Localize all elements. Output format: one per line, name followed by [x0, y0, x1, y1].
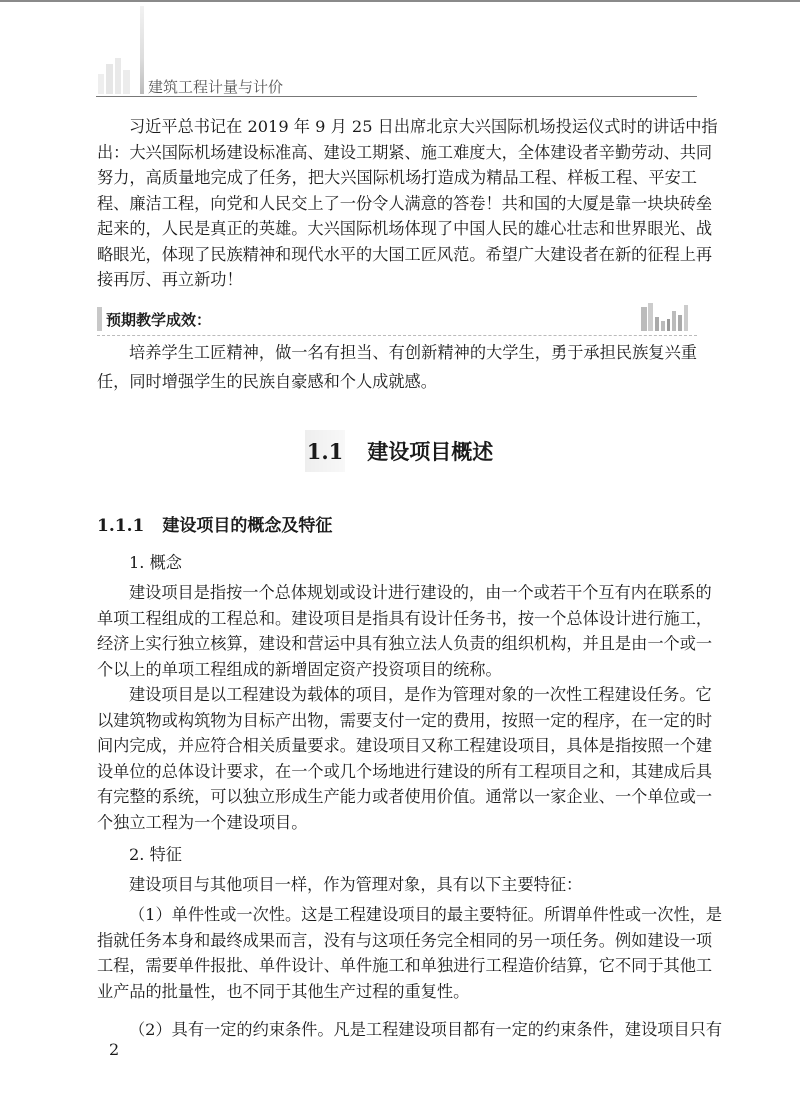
header-accent-bar — [140, 6, 144, 94]
outcome-box-title: 预期教学成效： — [106, 311, 212, 329]
section-heading — [0, 436, 800, 466]
feature-1-paragraph — [97, 902, 723, 1004]
text-line: 经济上实行独立核算，建设和营运中具有独立法人负责的组织机构，并且是由一个或一 — [97, 634, 713, 653]
concept-paragraph-2 — [97, 682, 713, 835]
text-line: 设单位的总体设计要求，在一个或几个场地进行建设的所有工程项目之和，其建成后具 — [97, 761, 713, 781]
feature-2-paragraph — [97, 1017, 723, 1043]
outcome-paragraph — [97, 340, 697, 394]
page-number: 2 — [109, 1040, 120, 1059]
text-line: 个独立工程为一个建设项目。 — [97, 812, 308, 832]
subsection-heading — [97, 511, 332, 536]
text-line: 建设项目与其他项目一样，作为管理对象，具有以下主要特征： — [129, 875, 583, 894]
outcome-box — [97, 303, 697, 336]
feature-heading — [97, 842, 697, 868]
text-line: 习近平总书记在 2019 年 9 月 25 日出席北京大兴国际机场投运仪式时的讲话中指 — [129, 117, 718, 136]
concept-heading — [97, 550, 697, 576]
text-line: 努力，高质量地完成了任务，把大兴国际机场打造成为精品工程、样板工程、平安工 — [97, 168, 697, 187]
subsection-number: 1.1.1 — [97, 516, 145, 536]
text-line: 建设项目是指按一个总体规划或设计进行建设的，由一个或若干个互有内在联系的 — [129, 583, 712, 602]
text-line: （2）具有一定的约束条件。凡是工程建设项目都有一定的约束条件，建设项目只有 — [129, 1020, 723, 1039]
header-rule — [96, 96, 697, 97]
text-line: 工程，需要单件报批、单件设计、单件施工和单独进行工程造价结算，它不同于其他工 — [97, 956, 713, 975]
section-number: 1.1 — [306, 439, 344, 464]
subsection-title: 建设项目的概念及特征 — [162, 516, 333, 536]
building-skyline-icon — [639, 303, 689, 331]
text-line: 单项工程组成的工程总和。建设项目是指具有设计任务书，按一个总体设计进行施工， — [97, 608, 713, 628]
text-line: 建设项目是以工程建设为载体的项目，是作为管理对象的一次性工程建设任务。它 — [129, 685, 712, 704]
text-line: 培养学生工匠精神，做一名有担当、有创新精神的大学生，勇于承担民族复兴重 — [129, 343, 697, 362]
top-border — [0, 0, 800, 2]
box-accent-bar — [97, 307, 102, 331]
text-line: 间内完成，并应符合相关质量要求。建设项目又称工程建设项目，具体是指按照一个建 — [97, 736, 713, 755]
intro-paragraph — [97, 114, 718, 293]
text-line: 接再厉、再立新功！ — [97, 270, 243, 289]
building-decoration-icon — [96, 58, 134, 94]
text-line: 以建筑物或构筑物为目标产出物，需要支付一定的费用，按照一定的程序，在一定的时 — [97, 710, 713, 730]
text-line: 程、廉洁工程，向党和人民交上了一份令人满意的答卷！共和国的大厦是靠一块块砖垒 — [97, 193, 713, 213]
item-heading: 1. 概念 — [129, 553, 182, 572]
concept-paragraph-1 — [97, 580, 713, 682]
text-line: 略眼光，体现了民族精神和现代水平的大国工匠风范。希望广大建设者在新的征程上再 — [97, 244, 713, 264]
feature-intro — [97, 872, 697, 898]
text-line: 有完整的系统，可以独立形成生产能力或者使用价值。通常以一家企业、一个单位或一 — [97, 787, 713, 806]
text-line: 个以上的单项工程组成的新增固定资产投资项目的统称。 — [97, 659, 502, 679]
running-header-title: 建筑工程计量与计价 — [148, 78, 284, 96]
item-heading: 2. 特征 — [129, 845, 182, 864]
text-line: （1）单件性或一次性。这是工程建设项目的最主要特征。所谓单件性或一次性，是 — [129, 905, 723, 924]
text-line: 业产品的批量性，也不同于其他生产过程的重复性。 — [97, 981, 470, 1001]
section-title: 建设项目概述 — [367, 440, 494, 464]
text-line: 指就任务本身和最终成果而言，没有与这项任务完全相同的另一项任务。例如建设一项 — [97, 930, 713, 950]
text-line: 任，同时增强学生的民族自豪感和个人成就感。 — [97, 371, 437, 391]
text-line: 起来的，人民是真正的英雄。大兴国际机场体现了中国人民的雄心壮志和世界眼光、战 — [97, 219, 713, 238]
text-line: 出：大兴国际机场建设标准高、建设工期紧、施工难度大，全体建设者辛勤劳动、共同 — [97, 142, 713, 162]
